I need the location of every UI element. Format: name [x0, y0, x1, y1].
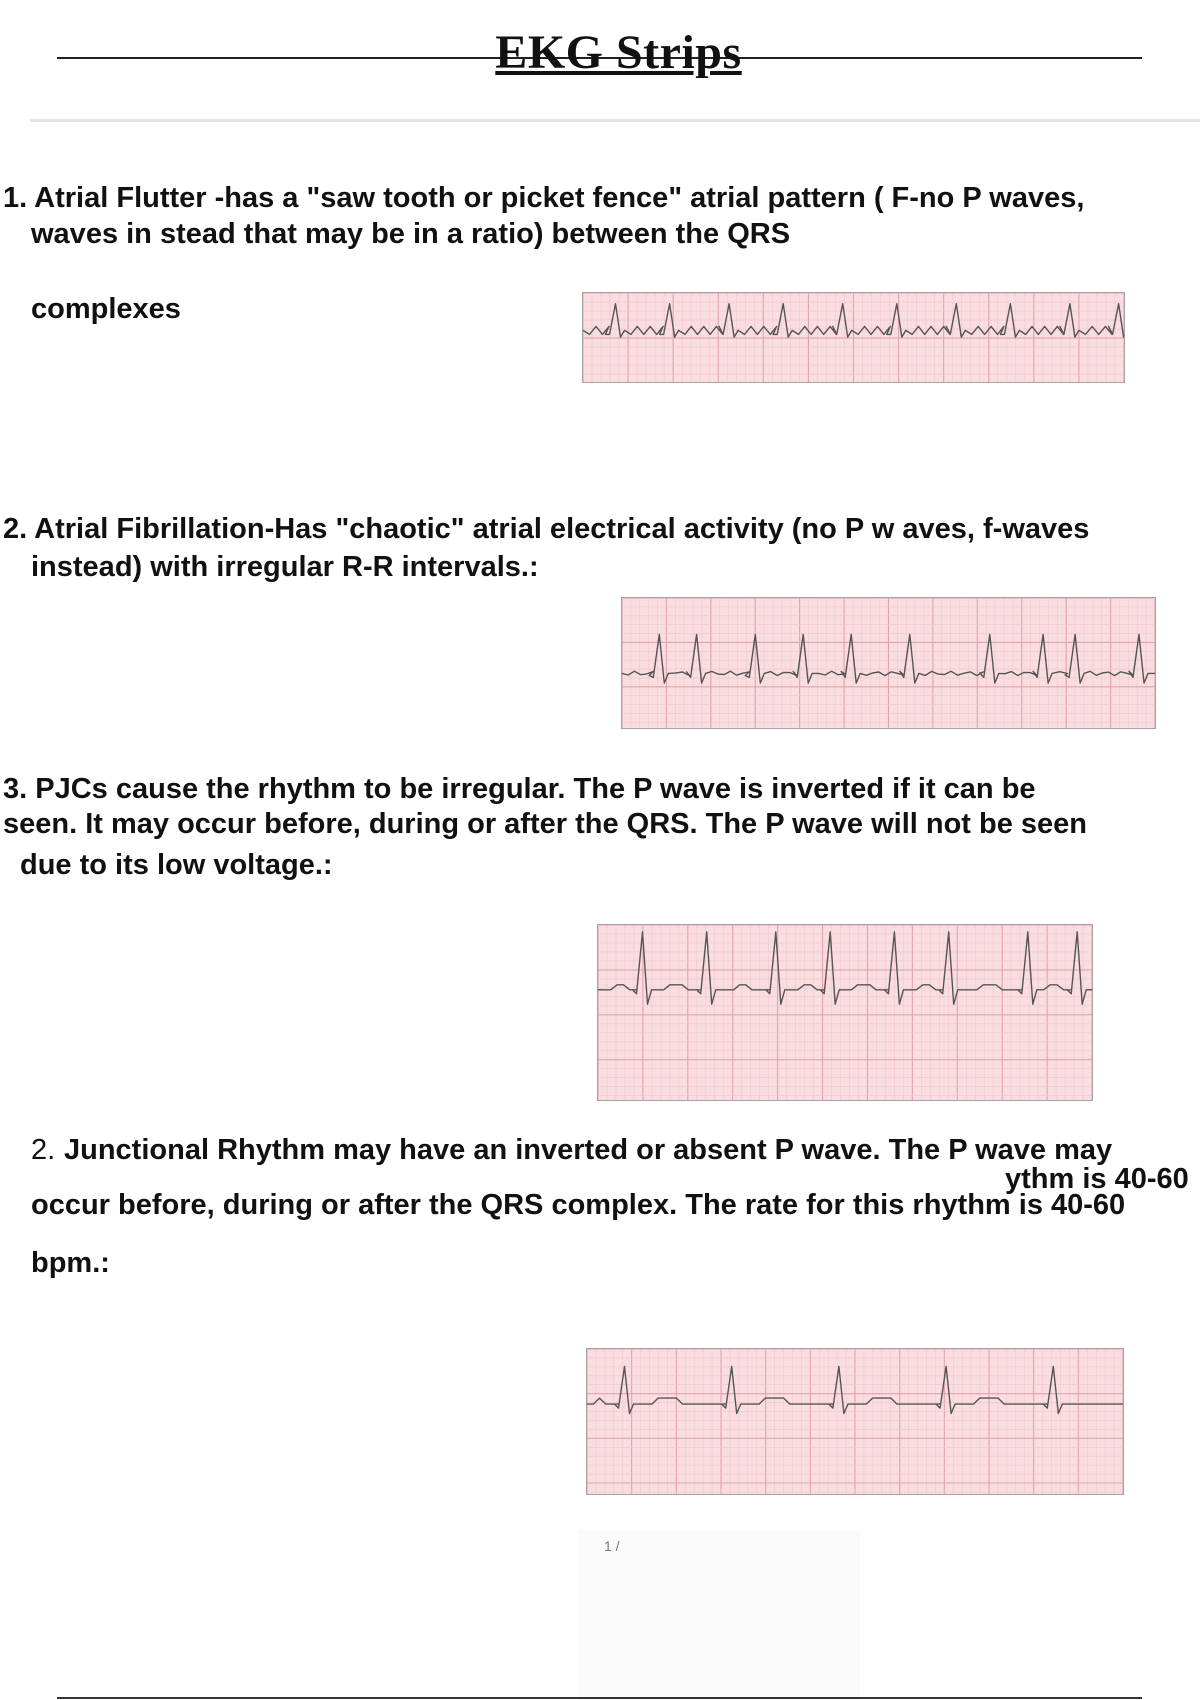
pjc-ekg-strip — [597, 924, 1093, 1101]
section-4-line-3: bpm.: — [31, 1247, 110, 1279]
section-2-line-1: 2. Atrial Fibrillation-Has "chaotic" atrial electrical activity (no P w aves, f-waves — [3, 513, 1090, 545]
section-1-line-2: waves in stead that may be in a ratio) between the QRS — [31, 218, 791, 250]
section-4-line-2: occur before, during or after the QRS complex. The rate for this rhythm is 40-60 — [31, 1189, 1126, 1221]
ekg-strip-graphic — [583, 293, 1124, 382]
section-3-line-3: due to its low voltage.: — [20, 849, 333, 881]
section-3-line-2: seen. It may occur before, during or after the QRS. The P wave will not be seen — [3, 808, 1088, 840]
section-1-line-1: 1. Atrial Flutter -has a "saw tooth or picket fence" atrial pattern ( F-no P waves, — [3, 182, 1085, 214]
page-title: EKG Strips — [495, 26, 742, 79]
faint-background-patch — [578, 1530, 860, 1700]
junctional-rhythm-ekg-strip — [586, 1348, 1124, 1495]
atrial-flutter-ekg-strip — [582, 292, 1125, 383]
section-2-line-2: instead) with irregular R-R intervals.: — [31, 551, 539, 583]
section-1-line-3: complexes — [31, 293, 181, 325]
header-divider — [30, 119, 1200, 122]
atrial-fibrillation-ekg-strip — [621, 597, 1156, 729]
ekg-strip-graphic — [587, 1349, 1123, 1494]
section-4-line-1: Junctional Rhythm may have an inverted or absent P wave. The P wave may — [64, 1134, 1113, 1166]
section-4-number: 2. — [31, 1134, 56, 1166]
section-3-line-1: 3. PJCs cause the rhythm to be irregular. The P wave is inverted if it can be — [3, 773, 1036, 805]
footer-rule — [57, 1697, 1142, 1699]
section-4-overlap-text: ythm is 40-60 — [1005, 1163, 1189, 1195]
page-number: 1 / — [604, 1538, 620, 1554]
ekg-strip-graphic — [598, 925, 1092, 1100]
ekg-strip-graphic — [622, 598, 1155, 728]
